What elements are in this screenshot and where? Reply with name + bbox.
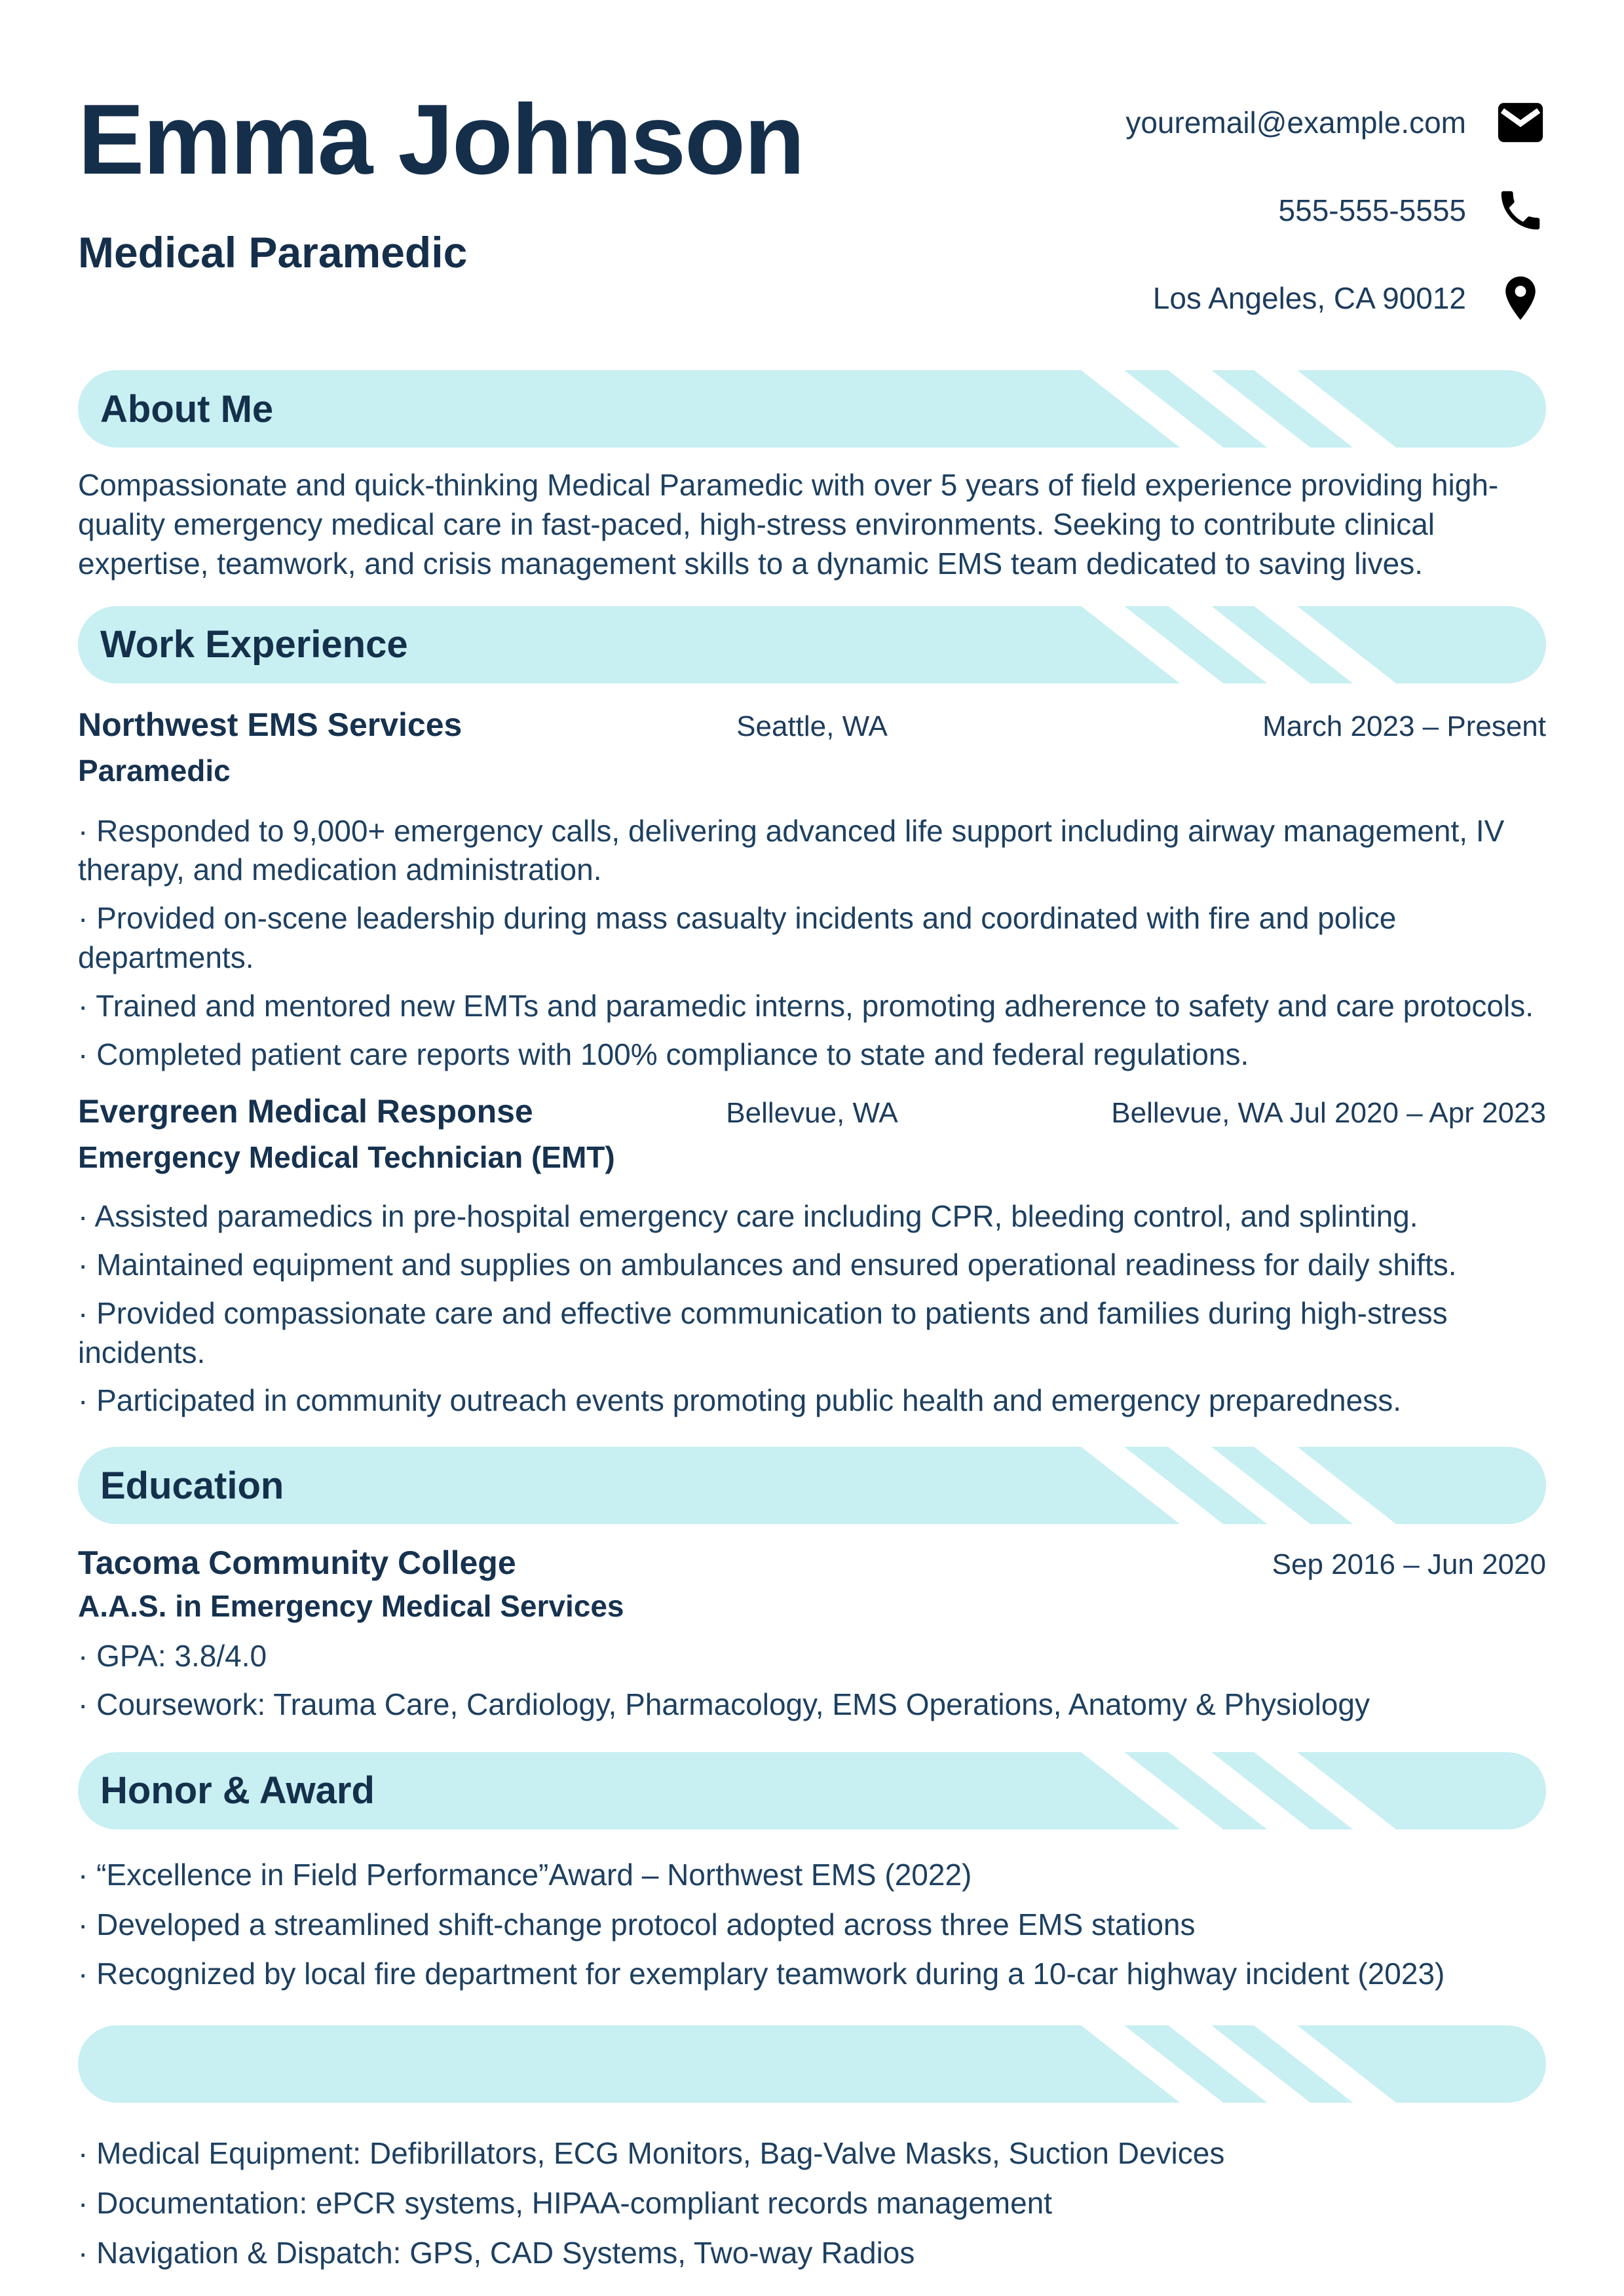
section-band-education: [78, 1447, 1546, 1524]
contact-row-phone: [1279, 185, 1546, 236]
job-location: Bellevue, WA: [726, 1097, 898, 1130]
job-bullet: · Responded to 9,000+ emergency calls, delivering advanced life support including airway management, IV therapy, and medication administration.: [78, 813, 1505, 887]
email-icon: [1495, 97, 1546, 148]
section-band-honors: [78, 1752, 1546, 1829]
job-location: Seattle, WA: [736, 710, 888, 742]
skills-bullet: · Medical Equipment: Defibrillators, ECG Monitors, Bag-Valve Masks, Suction Devices: [78, 2136, 1225, 2171]
honors-bullet: · Recognized by local fire department for exemplary teamwork during a 10-car highway incident (2023): [78, 1957, 1445, 1991]
section-band-skills: [78, 2025, 1546, 2103]
contact-row-email: [1125, 97, 1546, 148]
job-bullet: · Assisted paramedics in pre-hospital emergency care including CPR, bleeding control, and splinting.: [78, 1199, 1418, 1234]
education-header-row: [78, 1544, 1546, 1582]
honors-bullet-list: [78, 1856, 1546, 1994]
job-dates: Bellevue, WA Jul 2020 – Apr 2023: [1111, 1097, 1546, 1130]
job-role: Paramedic: [78, 753, 231, 788]
job-bullet-list: [78, 1197, 1546, 1421]
job-header-row: [78, 706, 1546, 744]
section-title-honors: Honor & Award: [100, 1769, 375, 1812]
section-title-work: Work Experience: [100, 623, 408, 666]
person-job-title: Medical Paramedic: [78, 228, 468, 277]
job-dates: March 2023 – Present: [1262, 710, 1546, 742]
job-bullet: · Participated in community outreach events promoting public health and emergency preparedness.: [78, 1383, 1402, 1418]
job-bullet: · Provided compassionate care and effective communication to patients and families during high-stress incidents.: [78, 1295, 1448, 1369]
job-bullet: · Provided on-scene leadership during mass casualty incidents and coordinated with fire and police departments.: [78, 901, 1397, 974]
section-band-about: [78, 370, 1546, 448]
contact-phone-text: 555-555-5555: [1278, 193, 1466, 227]
section-title-education: Education: [100, 1464, 284, 1507]
phone-icon: [1495, 185, 1546, 236]
school-name: Tacoma Community College: [78, 1544, 516, 1582]
section-title-about: About Me: [100, 387, 274, 430]
education-bullet: · GPA: 3.8/4.0: [78, 1639, 267, 1674]
location-icon: [1495, 273, 1546, 324]
header: [78, 0, 1546, 315]
section-band-work: [78, 606, 1546, 683]
contact-row-location: [1153, 273, 1546, 324]
about-paragraph: Compassionate and quick-thinking Medical Paramedic with over 5 years of field experience providing high-quality emergency medical care in fast-paced, high-stress environments. Seeking to contribute clinical expertise, teamwork, and crisis management skills to a dynamic EMS team dedicated to saving lives.: [78, 468, 1499, 581]
job-role: Emergency Medical Technician (EMT): [78, 1140, 615, 1175]
job-header-row: [78, 1092, 1546, 1130]
job-bullet-list: [78, 812, 1546, 1075]
job-bullet: · Completed patient care reports with 100% compliance to state and federal regulations.: [78, 1037, 1249, 1071]
job-bullet: · Trained and mentored new EMTs and paramedic interns, promoting adherence to safety and care protocols.: [78, 988, 1534, 1023]
education-bullet-list: [78, 1637, 1546, 1725]
person-name: Emma Johnson: [78, 84, 804, 195]
skills-bullet-list: [78, 2134, 1546, 2272]
contact-email-text: youremail@example.com: [1125, 105, 1466, 140]
skills-bullet: · Documentation: ePCR systems, HIPAA-compliant records management: [78, 2186, 1053, 2221]
company-name: Evergreen Medical Response: [78, 1093, 533, 1130]
job-bullet: · Maintained equipment and supplies on ambulances and ensured operational readiness for daily shifts.: [78, 1248, 1457, 1282]
education-dates: Sep 2016 – Jun 2020: [1272, 1548, 1546, 1581]
education-bullet: · Coursework: Trauma Care, Cardiology, Pharmacology, EMS Operations, Anatomy & Physiology: [78, 1687, 1370, 1722]
honors-bullet: · Developed a streamlined shift-change protocol adopted across three EMS stations: [78, 1907, 1196, 1942]
skills-bullet: · Navigation & Dispatch: GPS, CAD Systems, Two-way Radios: [78, 2235, 915, 2270]
honors-bullet: · “Excellence in Field Performance”Award – Northwest EMS (2022): [78, 1857, 972, 1892]
company-name: Northwest EMS Services: [78, 706, 463, 743]
degree-name: A.A.S. in Emergency Medical Services: [78, 1589, 624, 1624]
contact-location-text: Los Angeles, CA 90012: [1152, 281, 1466, 315]
contact-block: [1125, 97, 1546, 324]
